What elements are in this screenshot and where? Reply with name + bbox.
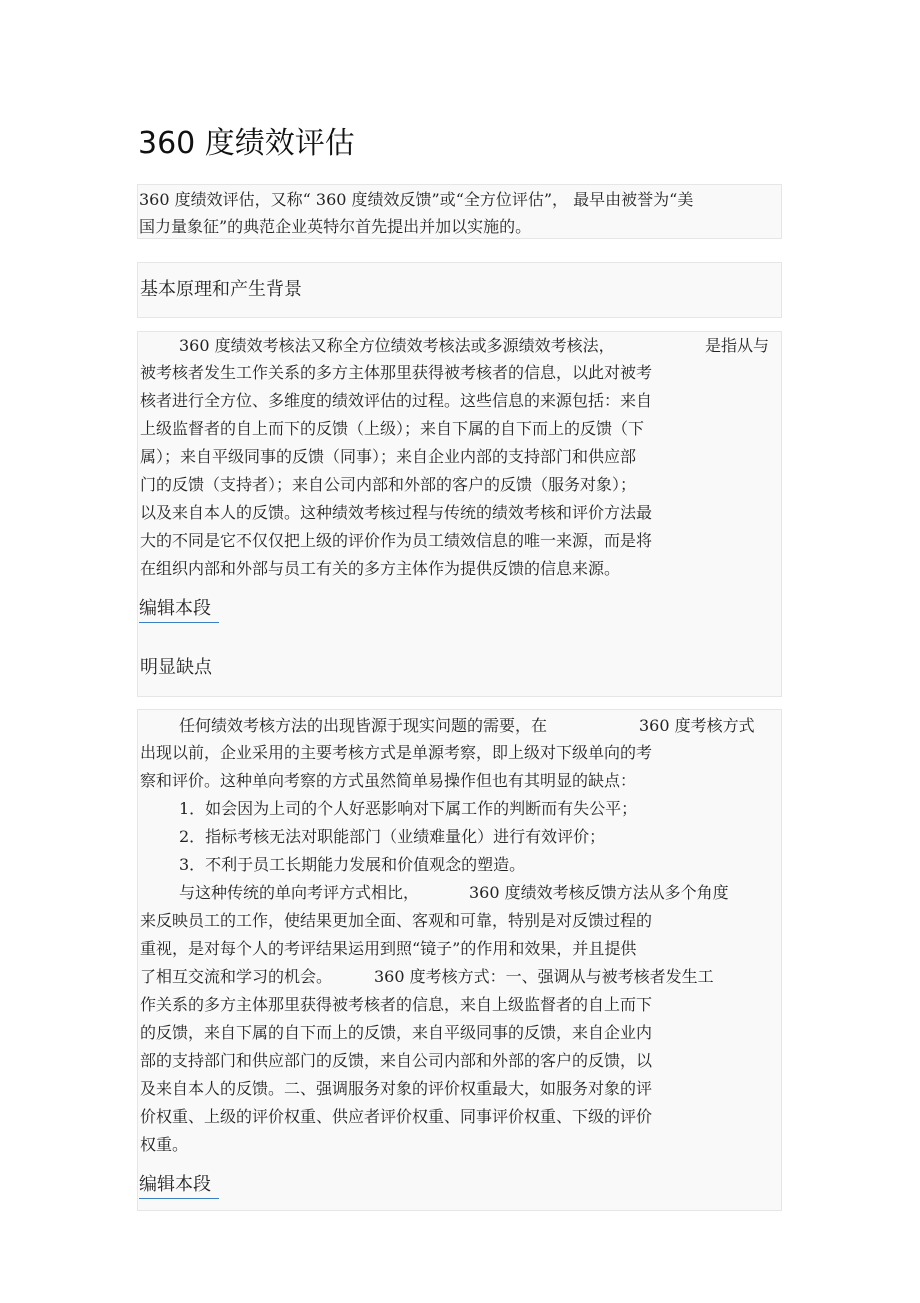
- paragraph-line: 属）；来自平级同事的反馈（同事）；来自企业内部的支持部门和供应部: [140, 447, 637, 466]
- paragraph-line: 出现以前，企业采用的主要考核方式是单源考察，即上级对下级单向的考: [140, 743, 653, 762]
- paragraph-line: 核者进行全方位、多维度的绩效评估的过程。这些信息的来源包括：来自: [140, 391, 653, 410]
- paragraph-line: 及来自本人的反馈。二、强调服务对象的评价权重最大，如服务对象的评: [140, 1079, 653, 1098]
- paragraph-line: 重视，是对每个人的考评结果运用到照“镜子”的作用和效果，并且提供: [140, 939, 637, 958]
- paragraph-line: 察和评价。这种单向考察的方式虽然简单易操作但也有其明显的缺点：: [140, 771, 637, 790]
- list-item: 2．指标考核无法对职能部门（业绩难量化）进行有效评价；: [179, 827, 606, 846]
- intro-box: [137, 184, 782, 239]
- paragraph-line: 的反馈，来自下属的自下而上的反馈，来自平级同事的反馈，来自企业内: [140, 1023, 653, 1042]
- paragraph-line: 大的不同是它不仅仅把上级的评价作为员工绩效信息的唯一来源，而是将: [140, 531, 653, 550]
- paragraph-line: 360 度绩效考核反馈方法从多个角度: [469, 883, 729, 902]
- paragraph-line: 是指从与: [705, 336, 770, 355]
- edit-section-link[interactable]: 编辑本段: [139, 594, 219, 623]
- paragraph-line: 被考核者发生工作关系的多方主体那里获得被考核者的信息，以此对被考: [140, 363, 653, 382]
- intro-line: 360 度绩效评估，又称“ 360 度绩效反馈”或“全方位评估”， 最早由被誉为“美: [139, 190, 694, 209]
- section-heading-box: [137, 262, 782, 318]
- list-item: 3．不利于员工长期能力发展和价值观念的塑造。: [179, 855, 526, 874]
- page-title: 360 度绩效评估: [138, 126, 355, 161]
- paragraph-line: 来反映员工的工作，使结果更加全面、客观和可靠，特别是对反馈过程的: [140, 911, 653, 930]
- drawbacks-box: [137, 709, 782, 1211]
- paragraph-line: 360 度考核方式：一、强调从与被考核者发生工: [374, 967, 714, 986]
- paragraph-line: 价权重、上级的评价权重、供应者评价权重、同事评价权重、下级的评价: [140, 1107, 653, 1126]
- paragraph-line: 作关系的多方主体那里获得被考核者的信息，来自上级监督者的自上而下: [140, 995, 653, 1014]
- list-item: 1．如会因为上司的个人好恶影响对下属工作的判断而有失公平；: [179, 799, 638, 818]
- paragraph-line: 权重。: [140, 1135, 189, 1154]
- paragraph-line: 部的支持部门和供应部门的反馈，来自公司内部和外部的客户的反馈，以: [140, 1051, 653, 1070]
- paragraph-line: 门的反馈（支持者）；来自公司内部和外部的客户的反馈（服务对象）；: [140, 475, 637, 494]
- paragraph-line: 上级监督者的自上而下的反馈（上级）；来自下属的自下而上的反馈（下: [140, 419, 645, 438]
- edit-section-link[interactable]: 编辑本段: [139, 1170, 219, 1199]
- section-heading-drawbacks: 明显缺点: [140, 657, 212, 678]
- principle-box: [137, 331, 782, 697]
- paragraph-line: 以及来自本人的反馈。这种绩效考核过程与传统的绩效考核和评价方法最: [140, 503, 653, 522]
- intro-line: 国力量象征”的典范企业英特尔首先提出并加以实施的。: [139, 217, 532, 236]
- paragraph-line: 在组织内部和外部与员工有关的多方主体作为提供反馈的信息来源。: [140, 559, 621, 578]
- paragraph-line: 360 度考核方式: [639, 716, 755, 735]
- paragraph-line: 360 度绩效考核法又称全方位绩效考核法或多源绩效考核法，: [179, 336, 615, 355]
- paragraph-line: 了相互交流和学习的机会。: [140, 967, 333, 986]
- paragraph-line: 任何绩效考核方法的出现皆源于现实问题的需要，在: [179, 716, 548, 735]
- paragraph-line: 与这种传统的单向考评方式相比，: [179, 883, 420, 902]
- section-heading-principle: 基本原理和产生背景: [140, 279, 302, 300]
